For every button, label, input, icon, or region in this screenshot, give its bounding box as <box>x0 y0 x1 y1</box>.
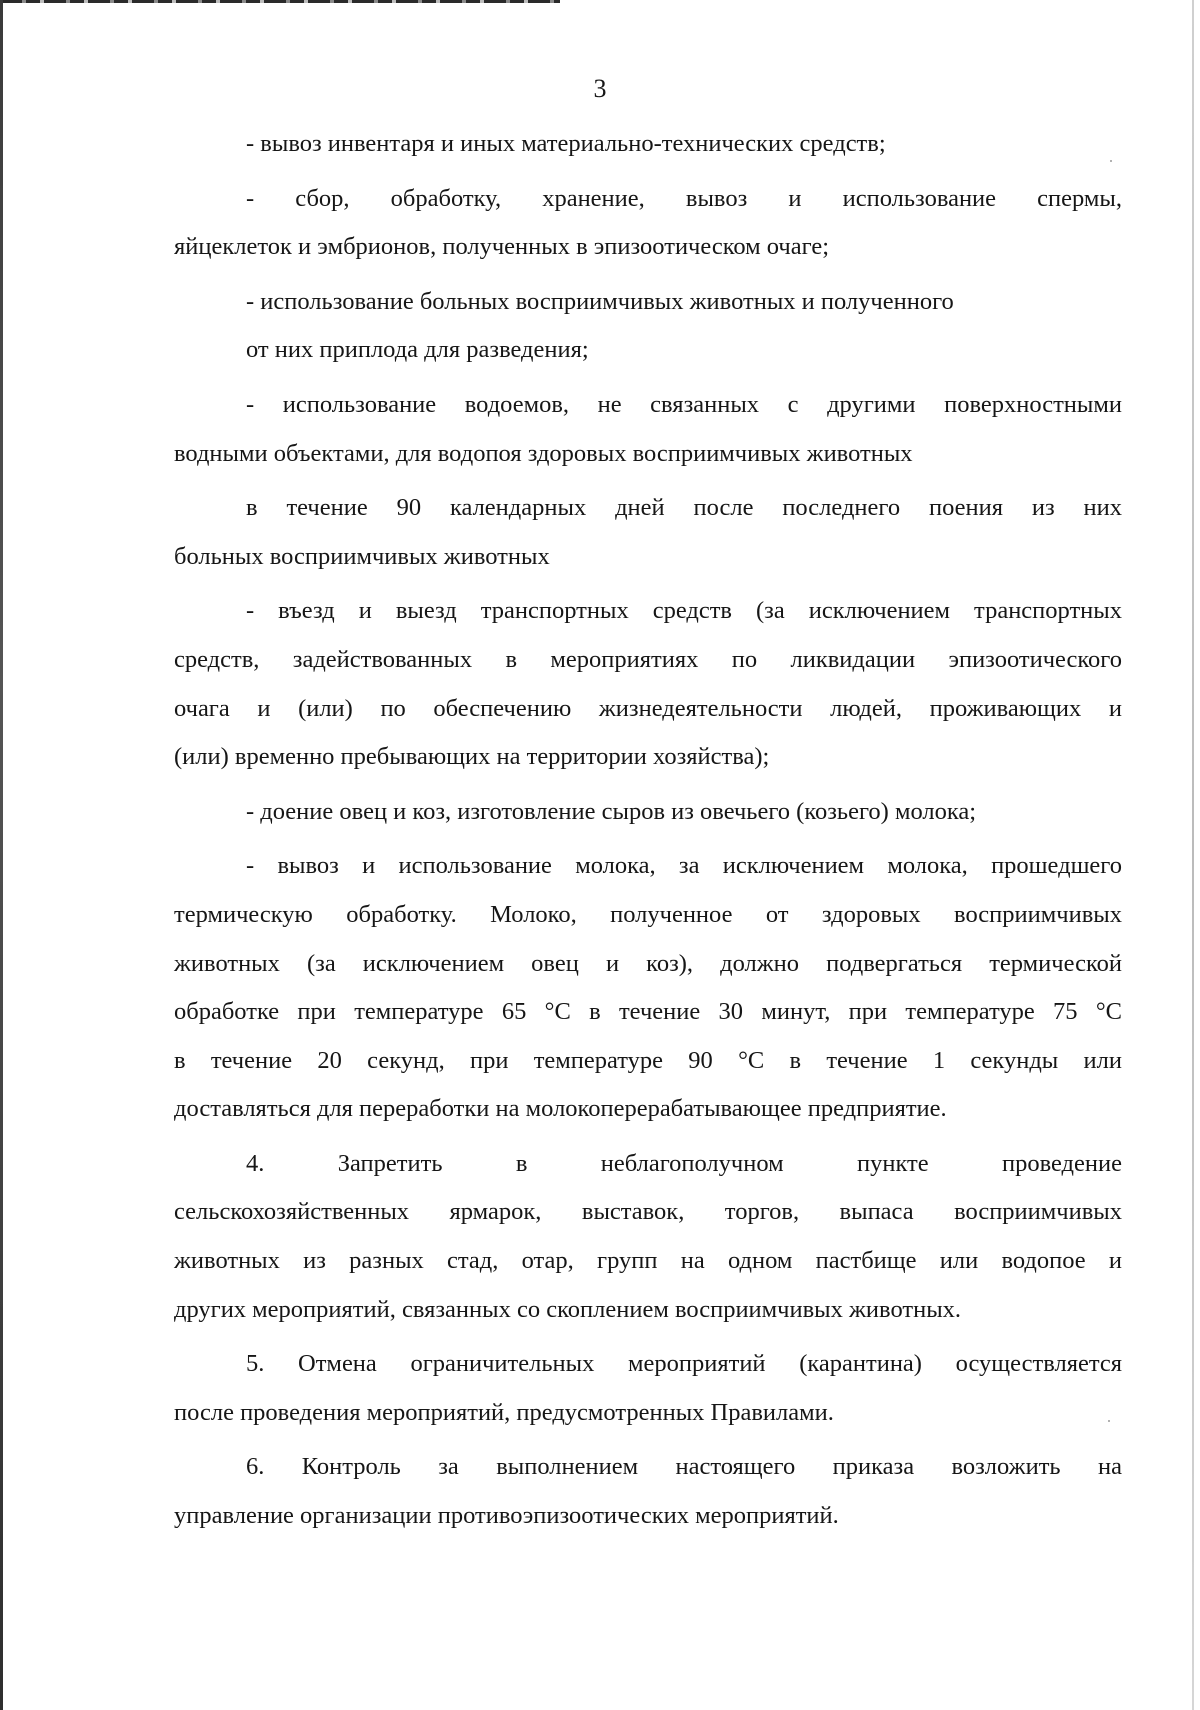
text-line: больных восприимчивых животных <box>174 542 550 570</box>
text-line: сельскохозяйственных ярмарок, выставок, торгов, выпаса восприимчивых <box>174 1198 1122 1226</box>
text-line: животных (за исключением овец и коз), должно подвергаться термической <box>174 949 1122 977</box>
text-line: (или) временно пребывающих на территории хозяйства); <box>174 743 770 771</box>
page-number: 3 <box>593 74 607 103</box>
text-line: - вывоз и использование молока, за исключением молока, прошедшего <box>246 852 1122 880</box>
text-line: - использование водоемов, не связанных с другими поверхностными <box>246 390 1122 418</box>
scan-edge-left <box>0 0 3 1710</box>
scan-edge-right <box>1192 0 1194 1710</box>
text-line: - въезд и выезд транспортных средств (за исключением транспортных <box>246 597 1122 625</box>
text-line: - доение овец и коз, изготовление сыров из овечьего (козьего) молока; <box>246 797 977 825</box>
text-line: управление организации противоэпизоотических мероприятий. <box>174 1502 839 1530</box>
text-line: от них приплода для разведения; <box>246 336 589 364</box>
text-line: 4. Запретить в неблагополучном пункте проведение <box>246 1149 1122 1177</box>
text-line: - вывоз инвентаря и иных материально-технических средств; <box>246 130 886 157</box>
text-line: других мероприятий, связанных со скоплением восприимчивых животных. <box>174 1295 962 1323</box>
text-line: - использование больных восприимчивых животных и полученного <box>246 287 954 315</box>
document-body <box>174 120 1122 1541</box>
text-line: после проведения мероприятий, предусмотренных Правилами. <box>174 1398 834 1426</box>
text-line: яйцеклеток и эмбрионов, полученных в эпизоотическом очаге; <box>174 233 830 261</box>
text-line: доставляться для переработки на молокоперерабатывающее предприятие. <box>174 1095 947 1123</box>
text-line: 5. Отмена ограничительных мероприятий (карантина) осуществляется <box>246 1350 1122 1378</box>
text-line: термическую обработку. Молоко, полученное от здоровых восприимчивых <box>174 900 1122 928</box>
scan-edge-top <box>0 0 560 3</box>
text-line: в течение 90 календарных дней после последнего поения из них <box>246 494 1122 522</box>
text-line: обработке при температуре 65 °C в течение 30 минут, при температуре 75 °C <box>174 998 1122 1026</box>
text-line: в течение 20 секунд, при температуре 90 °C в течение 1 секунды или <box>174 1046 1122 1074</box>
text-line: водными объектами, для водопоя здоровых восприимчивых животных <box>174 439 913 467</box>
text-line: очага и (или) по обеспечению жизнедеятельности людей, проживающих и <box>174 694 1122 722</box>
text-line: 6. Контроль за выполнением настоящего приказа возложить на <box>246 1453 1122 1481</box>
text-line: животных из разных стад, отар, групп на одном пастбище или водопое и <box>174 1247 1122 1275</box>
text-line: средств, задействованных в мероприятиях по ликвидации эпизоотического <box>174 645 1122 673</box>
text-line: - сбор, обработку, хранение, вывоз и использование спермы, <box>246 184 1122 212</box>
